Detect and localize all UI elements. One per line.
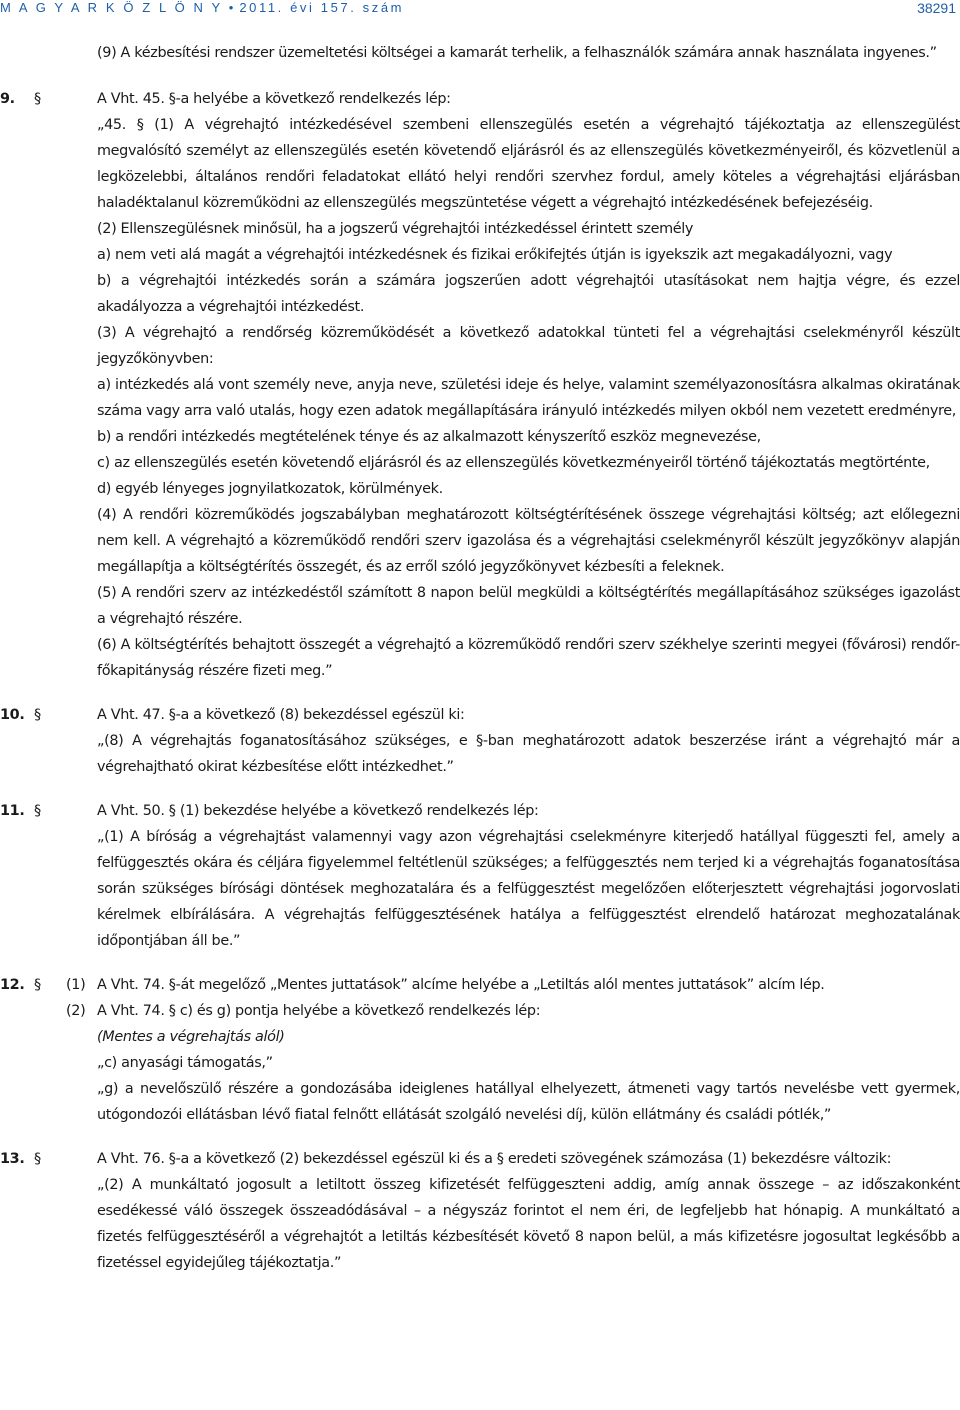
- section-text: a) intézkedés alá vont személy neve, anyja neve, születési ideje és helye, valamint személyazonosításra alkalmas okiratának száma vagy arra való utalás, hogy ezen adatok megállapítására irányuló intézkedés milyen okból nem vezetett eredményre,: [97, 377, 960, 419]
- section-text: c) az ellenszegülés esetén követendő eljárásról és az ellenszegülés következményeiről történő tájékoztatás megtörténte,: [97, 455, 930, 471]
- page-header: [0, 0, 960, 22]
- section-11: [0, 798, 960, 954]
- subsection-number: (1): [66, 977, 86, 993]
- section-13: [0, 1146, 960, 1276]
- section-heading: A Vht. 76. §-a a következő (2) bekezdéssel egészül ki és a § eredeti szövegének számozása (1) bekezdésre változik:: [97, 1151, 892, 1167]
- section-text: b) a rendőri intézkedés megtételének ténye és az alkalmazott kényszerítő eszköz megnevezése,: [97, 429, 761, 445]
- section-text: „45. § (1) A végrehajtó intézkedésével szembeni ellenszegülés esetén a végrehajtó tájékoztatja az ellenszegülést megvalósító személyt az ellenszegülés esetén követendő eljárásról és az ellenszegülés következményeiről, és közvetlenül a legközelebbi, általános rendőri feladatokat ellátó helyi rendőri szervhez fordul, amely köteles a végrehajtási eljárásban haladéktalanul közreműködni az ellenszegülés megszüntetése végett a végrehajtó intézkedésének befejezéséig.: [97, 117, 960, 211]
- section-text: „c) anyasági támogatás,”: [97, 1055, 273, 1071]
- section-number: 11.: [0, 803, 25, 819]
- paragraph-sign: §: [34, 977, 41, 993]
- section-heading: A Vht. 47. §-a a következő (8) bekezdéssel egészül ki:: [97, 707, 465, 723]
- section-heading: A Vht. 74. § c) és g) pontja helyébe a következő rendelkezés lép:: [97, 1003, 541, 1019]
- journal-name: M A G Y A R K Ö Z L Ö N Y: [0, 0, 223, 15]
- section-text: „(1) A bíróság a végrehajtást valamennyi vagy azon végrehajtási cselekményre kiterjedő hatállyal függeszti fel, amely a felfüggesztés okára és céljára figyelemmel feltétlenül szükséges; a felfüggesztés nem terjed ki a végrehajtás foganatosítása során szükséges bírósági döntések meghozatalára és a felfüggesztést megelőzően előterjesztett végrehajtási jogorvoslati kérelmek elbírálására. A végrehajtás felfüggesztésének hatálya a felfüggesztést elrendelő határozat meghozatalának időpontjában áll be.”: [97, 829, 960, 949]
- section-text: (2) Ellenszegülésnek minősül, ha a jogszerű végrehajtói intézkedéssel érintett személy: [97, 221, 694, 237]
- section-number: 13.: [0, 1151, 25, 1167]
- section-heading: A Vht. 45. §-a helyébe a következő rendelkezés lép:: [97, 91, 451, 107]
- section-text: (6) A költségtérítés behajtott összegét a végrehajtó a közreműködő rendőri szerv székhelye szerinti megyei (fővárosi) rendőr-főkapitányság részére fizeti meg.”: [97, 637, 960, 679]
- section-text: (3) A végrehajtó a rendőrség közreműködését a következő adatokkal tünteti fel a végrehajtási cselekményről készült jegyzőkönyvben:: [97, 325, 960, 367]
- section-12: [0, 972, 960, 1128]
- section-9: [0, 86, 960, 684]
- section-text: d) egyéb lényeges jognyilatkozatok, körülmények.: [97, 481, 443, 497]
- paragraph-sign: §: [34, 707, 41, 723]
- running-title: [0, 0, 404, 16]
- section-number: 9.: [0, 91, 15, 107]
- separator-dot: •: [228, 0, 234, 15]
- paragraph-sign: §: [34, 803, 41, 819]
- section-text: a) nem veti alá magát a végrehajtói intézkedésnek és fizikai erőkifejtés útján is igyekszik azt megakadályozni, vagy: [97, 247, 893, 263]
- section-heading: A Vht. 74. §-át megelőző „Mentes juttatások” alcíme helyébe a „Letiltás alól mentes juttatások” alcím lép.: [97, 977, 825, 993]
- section-heading: A Vht. 50. § (1) bekezdése helyébe a következő rendelkezés lép:: [97, 803, 539, 819]
- section-number: 12.: [0, 977, 25, 993]
- section-text: (4) A rendőri közreműködés jogszabályban meghatározott költségtérítésének összege végrehajtási költség; azt előlegezni nem kell. A végrehajtó a közreműködő rendőri szerv igazolása és a végrehajtási cselekményről készült jegyzőkönyv alapján megállapítja a költségtérítés összegét, és az erről szóló jegyzőkönyvet kézbesíti a feleknek.: [97, 507, 960, 575]
- section-text: „(8) A végrehajtás foganatosításához szükséges, e §-ban meghatározott adatok beszerzése iránt a végrehajtó már a végrehajtható okirat kézbesítése előtt intézkedhet.”: [97, 733, 960, 775]
- issue-label: 2011. évi 157. szám: [239, 0, 405, 15]
- page-number: 38291: [917, 0, 956, 16]
- subsection-number: (2): [66, 1003, 86, 1019]
- paragraph-sign: §: [34, 1151, 41, 1167]
- section-subtitle: (Mentes a végrehajtás alól): [97, 1029, 285, 1045]
- document-body: [0, 40, 960, 1276]
- section-10: [0, 702, 960, 780]
- paragraph-sign: §: [34, 91, 41, 107]
- section-text: b) a végrehajtói intézkedés során a számára jogszerűen adott végrehajtói utasításokat nem hajtja végre, és ezzel akadályozza a végrehajtói intézkedést.: [97, 273, 960, 315]
- section-text: (5) A rendőri szerv az intézkedéstől számított 8 napon belül megküldi a költségtérítés megállapításához szükséges igazolást a végrehajtó részére.: [97, 585, 960, 627]
- paragraph-9: (9) A kézbesítési rendszer üzemeltetési költségei a kamarát terhelik, a felhasználók számára annak használata ingyenes.”: [97, 45, 937, 61]
- section-number: 10.: [0, 707, 25, 723]
- section-text: „g) a nevelőszülő részére a gondozásába ideiglenes hatállyal elhelyezett, átmeneti vagy tartós nevelésbe vett gyermek, utógondozói ellátásban lévő fiatal felnőtt ellátását szolgáló nevelési díj, külön ellátmány és családi pótlék,”: [97, 1081, 960, 1123]
- section-text: „(2) A munkáltató jogosult a letiltott összeg kifizetését felfüggeszteni addig, amíg annak összege – az időszakonként esedékessé váló összegek összeadódásával – a négyszáz forintot el nem éri, de legfeljebb hat hónapig. A munkáltató a fizetés felfüggesztéséről a végrehajtót a letiltás kézbesítését követő 8 napon belül, a más kifizetésre jogosultat legkésőbb a fizetéssel egyidejűleg tájékoztatja.”: [97, 1177, 960, 1271]
